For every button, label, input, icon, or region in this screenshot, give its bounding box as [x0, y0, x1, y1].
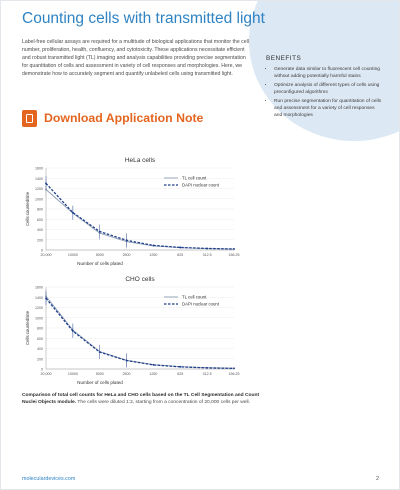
hela-cells-chart	[22, 154, 252, 274]
x-tick-label: 10000	[67, 253, 78, 257]
data-point	[72, 212, 74, 214]
y-tick-label: 1400	[35, 176, 43, 181]
page-number: 2	[376, 476, 379, 482]
data-point	[72, 330, 74, 332]
benefit-item: • Generate data similar to fluorescent cell counting without adding potentially harmful stains	[274, 67, 384, 80]
y-axis-label: Cells counted/site	[25, 311, 30, 345]
y-tick-label: 400	[37, 347, 43, 351]
data-point	[206, 248, 208, 250]
benefits-box	[266, 55, 384, 122]
benefit-item: • Optimize analysis of different types of cells using preconfigured algorithms	[274, 83, 384, 96]
x-tick-label: 312.5	[202, 372, 212, 376]
x-axis-label: Number of cells plated	[77, 380, 123, 385]
data-point	[99, 351, 101, 353]
y-tick-label: 400	[37, 228, 43, 232]
x-tick-label: 20,000	[40, 253, 52, 257]
caption-text: The cells were diluted 1:2, starting from a concentration of 20,000 cells per well.	[76, 399, 250, 405]
figure-caption	[22, 393, 262, 407]
x-tick-label: 2500	[122, 372, 131, 376]
series-line-1	[46, 183, 234, 249]
legend-label: DAPI nuclear count	[182, 301, 220, 307]
x-tick-label: 5000	[95, 372, 104, 376]
y-tick-label: 200	[37, 238, 43, 243]
data-point	[126, 360, 128, 362]
data-point	[206, 367, 208, 369]
legend-label: DAPI nuclear count	[182, 182, 220, 188]
y-tick-label: 200	[37, 357, 43, 362]
y-tick-label: 800	[37, 207, 43, 212]
x-tick-label: 1250	[149, 372, 158, 376]
y-tick-label: 1400	[35, 295, 43, 300]
y-tick-label: 1600	[35, 166, 43, 171]
footer-url-link[interactable]: moleculardevices.com	[22, 476, 76, 482]
download-label: Download Application Note	[44, 111, 204, 125]
data-point	[233, 367, 235, 369]
y-tick-label: 1000	[35, 197, 43, 202]
y-tick-label: 0	[41, 367, 43, 372]
benefit-item: • Run precise segmentation for quantitation of cells and assessment for a variety of cell responses and morphologies	[274, 99, 384, 119]
legend-label: TL cell count	[182, 175, 207, 181]
data-point	[45, 297, 47, 299]
data-point	[179, 247, 181, 249]
y-tick-label: 1200	[35, 306, 43, 310]
x-tick-label: 5000	[95, 253, 104, 257]
data-point	[153, 244, 155, 246]
x-tick-label: 2500	[122, 253, 131, 257]
data-point	[99, 231, 101, 233]
y-axis-label: Cells counted/site	[25, 192, 30, 226]
benefits-heading: BENEFITS	[266, 55, 302, 62]
data-point	[179, 366, 181, 368]
y-tick-label: 0	[41, 248, 43, 253]
data-point	[45, 182, 47, 184]
y-tick-label: 600	[37, 217, 43, 222]
chart-title: HeLa cells	[124, 157, 156, 164]
y-tick-label: 1000	[35, 316, 43, 321]
data-point	[126, 239, 128, 241]
x-tick-label: 20,000	[40, 372, 52, 376]
x-tick-label: 625	[177, 372, 184, 376]
series-line-1	[46, 298, 234, 368]
x-tick-label: 156.25	[228, 253, 240, 257]
y-tick-label: 1200	[35, 187, 43, 191]
cho-cells-chart	[22, 273, 252, 393]
legend-label: TL cell count	[182, 294, 207, 300]
chart-title: CHO cells	[125, 276, 155, 283]
benefits-list	[266, 67, 384, 119]
x-tick-label: 1250	[149, 253, 158, 257]
x-tick-label: 312.5	[202, 253, 212, 257]
download-app-note-link[interactable]	[22, 109, 203, 127]
intro-paragraph: Label-free cellular assays are required for a multitude of biological applications that monitor the cell number, proliferation, health, confluency, and cytotoxicity. These applications necessitate efficient and robust transmitted light (TL) imaging and analysis capabilities providing precise segmentation for quantitation of cells and assessment in variety of cell responses and morphologies. Here, we demonstrate how to accurately segment and quantify unlabeled cells using transmitted light.	[22, 39, 249, 77]
x-tick-label: 156.25	[228, 372, 240, 376]
caption-bold: Comparison of total cell counts for HeLa and CHO cells based on the TL Cell Segmentation and Count Nuclei Objects module.	[22, 393, 260, 405]
document-download-icon	[22, 110, 37, 127]
x-tick-label: 10000	[67, 372, 78, 376]
x-axis-label: Number of cells plated	[77, 261, 123, 266]
y-tick-label: 600	[37, 336, 43, 341]
data-point	[153, 364, 155, 366]
y-tick-label: 800	[37, 326, 43, 331]
y-tick-label: 1600	[35, 285, 43, 290]
page-title: Counting cells with transmitted light	[22, 10, 265, 27]
x-tick-label: 625	[177, 253, 184, 257]
data-point	[233, 248, 235, 250]
